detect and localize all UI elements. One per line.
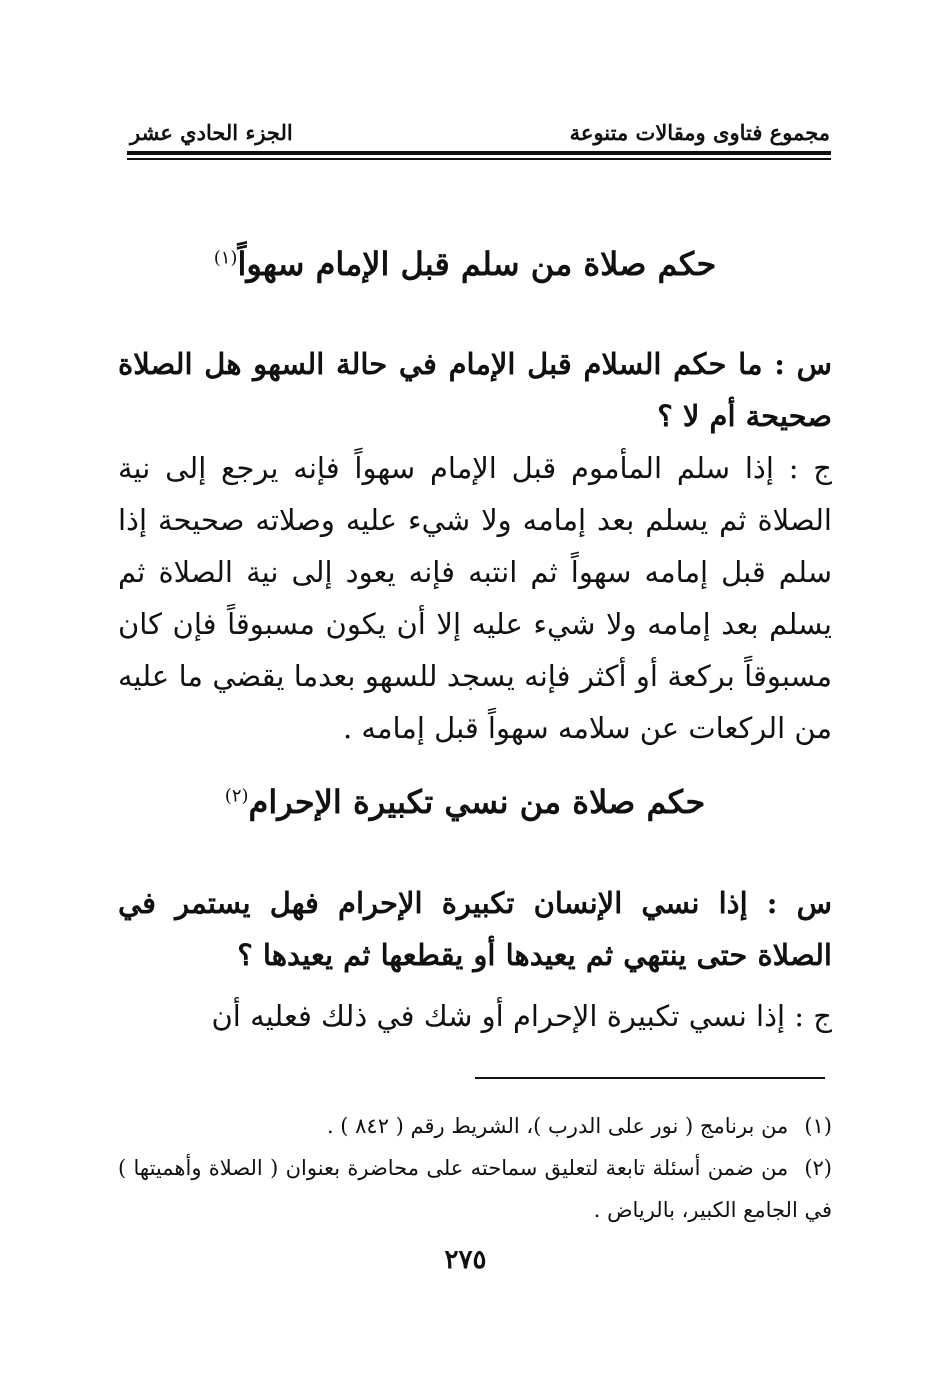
footnote-2 xyxy=(118,1147,832,1231)
answer-marker: ج : xyxy=(788,451,833,485)
section1-answer xyxy=(118,442,832,754)
footnote-number: (٢) xyxy=(804,1156,832,1180)
footnote-ref-2[interactable]: (٢) xyxy=(224,785,249,807)
section2-question xyxy=(118,877,832,981)
footnotes xyxy=(118,1105,832,1231)
footnote-ref-1[interactable]: (١) xyxy=(213,247,238,269)
running-header xyxy=(130,120,830,152)
volume-label: الجزء الحادي عشر xyxy=(130,120,293,145)
footnote-number: (١) xyxy=(804,1114,832,1138)
book-title: مجموع فتاوى ومقالات متنوعة xyxy=(569,120,830,145)
section2-title: حكم صلاة من نسي تكبيرة الإحرام$^{(٢)}$ xyxy=(224,783,706,821)
answer-text: إذا سلم المأموم قبل الإمام سهواً فإنه يرجع إلى نية الصلاة ثم يسلم بعد إمامه ولا شيء عليه وصلاته صحيحة إذا سلم قبل إمامه سهواً ثم انتبه فإنه يعود إلى نية الصلاة ثم يسلم بعد إمامه ولا شيء عليه إلا أن يكون مسبوقاً فإن كان مسبوقاً بركعة أو أكثر فإنه يسجد للسهو بعدما يقضي ما عليه من الركعات عن سلامه سهواً قبل إمامه . xyxy=(118,451,832,745)
footnote-1 xyxy=(118,1105,832,1147)
footnote-separator xyxy=(475,1077,825,1079)
question-text: ما حكم السلام قبل الإمام في حالة السهو هل الصلاة صحيحة أم لا ؟ xyxy=(118,347,832,433)
footnote-text: من برنامج ( نور على الدرب )، الشريط رقم ( ٨٤٢ ) . xyxy=(326,1114,789,1138)
question-marker: س : xyxy=(766,886,832,920)
header-rule-thick xyxy=(127,151,831,155)
section2-answer xyxy=(118,990,832,1042)
question-marker: س : xyxy=(774,347,832,381)
answer-marker: ج : xyxy=(794,999,832,1033)
answer-text: إذا نسي تكبيرة الإحرام أو شك في ذلك فعليه أن xyxy=(211,999,786,1033)
footnote-text: من ضمن أسئلة تابعة لتعليق سماحته على محاضرة بعنوان ( الصلاة وأهميتها ) في الجامع الكبير، بالرياض . xyxy=(118,1156,832,1222)
page-number: ٢٧٥ xyxy=(444,1245,487,1275)
header-rule-thin xyxy=(127,158,831,160)
question-text: إذا نسي الإنسان تكبيرة الإحرام فهل يستمر في الصلاة حتى ينتهي ثم يعيدها أو يقطعها ثم يعيدها ؟ xyxy=(118,886,832,972)
section1-title: حكم صلاة من سلم قبل الإمام سهواً$^{(١)}$ xyxy=(213,245,717,283)
section1-question xyxy=(118,338,832,442)
